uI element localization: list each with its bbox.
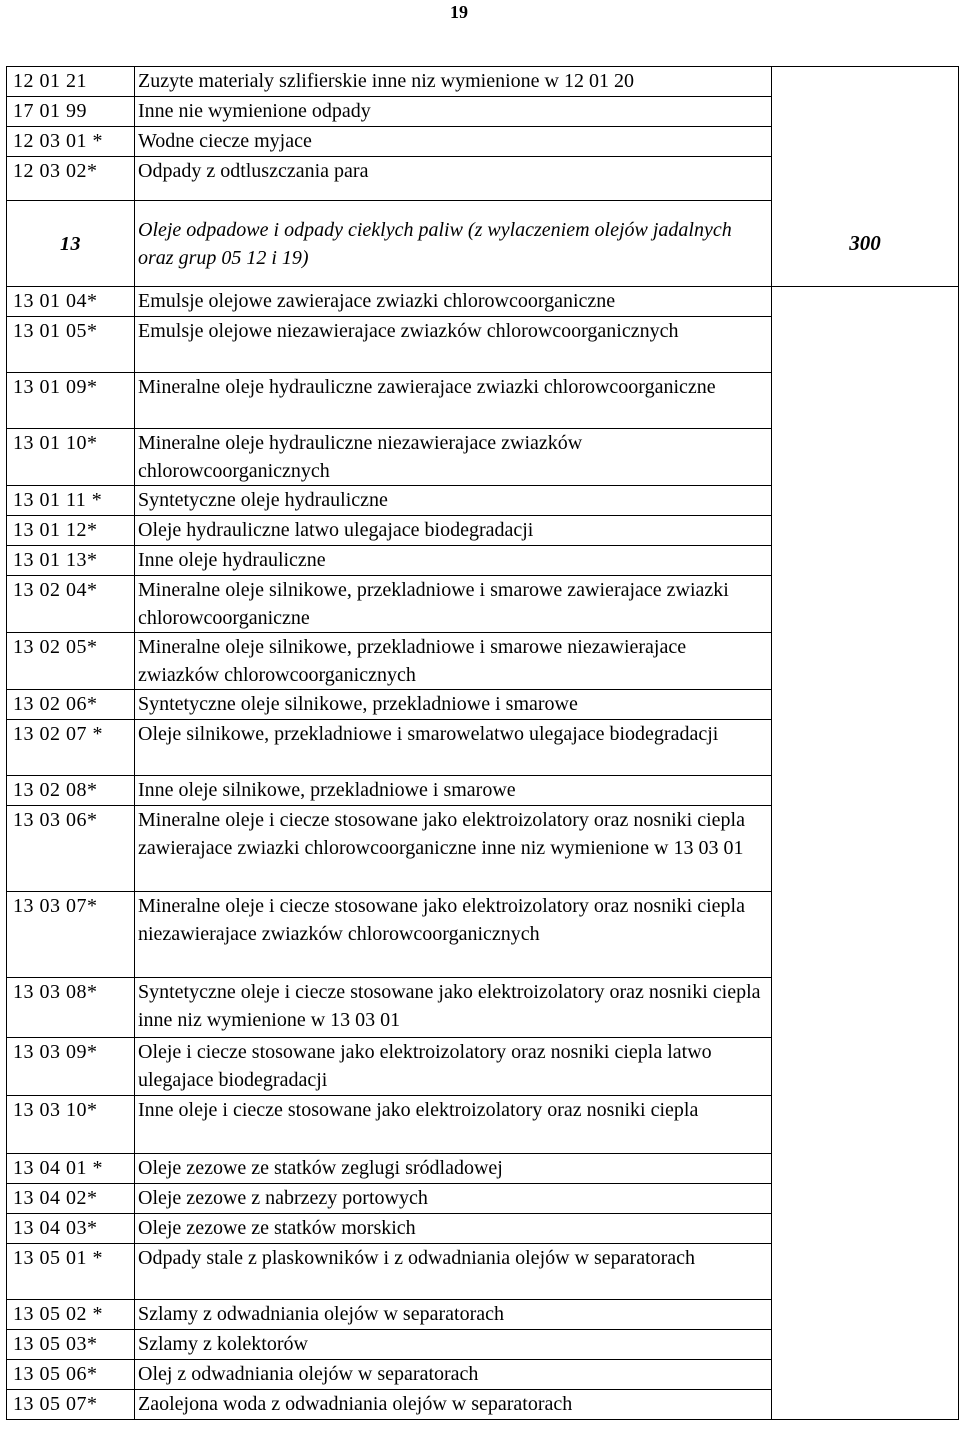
waste-description: Emulsje olejowe niezawierajace zwiazków chlorowcoorganicznych [135, 317, 772, 373]
waste-description: Inne nie wymienione odpady [135, 97, 772, 127]
amount-cell [772, 1244, 959, 1300]
waste-code: 13 02 04* [7, 576, 135, 633]
waste-description: Oleje zezowe ze statków zeglugi sródladowej [135, 1154, 772, 1184]
amount-cell [772, 892, 959, 978]
group-row [7, 201, 959, 287]
waste-description: Inne oleje silnikowe, przekladniowe i smarowe [135, 776, 772, 806]
table-row [7, 892, 959, 978]
table-row [7, 67, 959, 97]
table-row [7, 317, 959, 373]
table-row [7, 576, 959, 633]
waste-code: 13 03 09* [7, 1038, 135, 1096]
waste-code-table [6, 66, 959, 1420]
waste-description: Oleje hydrauliczne latwo ulegajace biodegradacji [135, 516, 772, 546]
amount-cell [772, 776, 959, 806]
amount-cell [772, 373, 959, 429]
amount-cell [772, 317, 959, 373]
table-row [7, 1154, 959, 1184]
waste-description: Oleje zezowe z nabrzezy portowych [135, 1184, 772, 1214]
amount-cell [772, 486, 959, 516]
waste-description: Syntetyczne oleje i ciecze stosowane jako elektroizolatory oraz nosniki ciepla inne niz wymienione w 13 03 01 [135, 978, 772, 1038]
waste-code: 13 04 03* [7, 1214, 135, 1244]
waste-code: 13 01 11 * [7, 486, 135, 516]
table-row [7, 1184, 959, 1214]
waste-description: Inne oleje i ciecze stosowane jako elektroizolatory oraz nosniki ciepla [135, 1096, 772, 1154]
waste-description: Mineralne oleje silnikowe, przekladniowe i smarowe niezawierajace zwiazków chlorowcoorganicznych [135, 633, 772, 690]
waste-code: 13 02 08* [7, 776, 135, 806]
amount-cell [772, 1330, 959, 1360]
amount-cell [772, 546, 959, 576]
table-row [7, 373, 959, 429]
amount-cell [772, 1184, 959, 1214]
table-row [7, 287, 959, 317]
amount-cell [772, 287, 959, 317]
waste-code: 13 03 08* [7, 978, 135, 1038]
waste-description: Mineralne oleje i ciecze stosowane jako elektroizolatory oraz nosniki ciepla niezawierajace zwiazków chlorowcoorganicznych [135, 892, 772, 978]
waste-code: 12 03 01 * [7, 127, 135, 157]
amount-cell [772, 576, 959, 633]
waste-description: Szlamy z kolektorów [135, 1330, 772, 1360]
table-row [7, 1330, 959, 1360]
waste-code: 17 01 99 [7, 97, 135, 127]
table-row [7, 1096, 959, 1154]
amount-cell [772, 720, 959, 776]
waste-code: 13 01 13* [7, 546, 135, 576]
table-row [7, 516, 959, 546]
table-row [7, 127, 959, 157]
waste-code: 13 04 02* [7, 1184, 135, 1214]
amount-cell [772, 978, 959, 1038]
table-row [7, 978, 959, 1038]
waste-code: 12 01 21 [7, 67, 135, 97]
table-row [7, 97, 959, 127]
table-row [7, 486, 959, 516]
table-row [7, 546, 959, 576]
waste-description: Zuzyte materialy szlifierskie inne niz wymienione w 12 01 20 [135, 67, 772, 97]
waste-code: 13 01 12* [7, 516, 135, 546]
waste-description: Zaolejona woda z odwadniania olejów w separatorach [135, 1390, 772, 1420]
group-code: 13 [7, 201, 135, 287]
group-amount: 300 [772, 201, 959, 287]
table-row [7, 157, 959, 201]
waste-description: Odpady z odtluszczania para [135, 157, 772, 201]
amount-cell [772, 429, 959, 486]
amount-cell [772, 67, 959, 97]
waste-code: 13 05 03* [7, 1330, 135, 1360]
waste-code: 13 05 02 * [7, 1300, 135, 1330]
table-row [7, 1038, 959, 1096]
waste-description: Emulsje olejowe zawierajace zwiazki chlorowcoorganiczne [135, 287, 772, 317]
waste-description: Wodne ciecze myjace [135, 127, 772, 157]
waste-code: 13 01 10* [7, 429, 135, 486]
amount-cell [772, 127, 959, 157]
waste-code: 13 03 06* [7, 806, 135, 892]
table-row [7, 720, 959, 776]
amount-cell [772, 1390, 959, 1420]
waste-code: 13 03 10* [7, 1096, 135, 1154]
table-row [7, 1244, 959, 1300]
amount-cell [772, 97, 959, 127]
waste-description: Odpady stale z plaskowników i z odwadniania olejów w separatorach [135, 1244, 772, 1300]
table-row [7, 633, 959, 690]
amount-cell [772, 1214, 959, 1244]
table-row [7, 776, 959, 806]
table-row [7, 806, 959, 892]
waste-description: Syntetyczne oleje silnikowe, przekladniowe i smarowe [135, 690, 772, 720]
waste-code: 13 02 05* [7, 633, 135, 690]
table-row [7, 690, 959, 720]
waste-code: 13 01 04* [7, 287, 135, 317]
table-row [7, 1214, 959, 1244]
waste-code: 13 02 07 * [7, 720, 135, 776]
waste-description: Oleje silnikowe, przekladniowe i smarowelatwo ulegajace biodegradacji [135, 720, 772, 776]
table-row [7, 1300, 959, 1330]
waste-description: Syntetyczne oleje hydrauliczne [135, 486, 772, 516]
amount-cell [772, 1096, 959, 1154]
amount-cell [772, 1300, 959, 1330]
amount-cell [772, 690, 959, 720]
waste-code: 13 03 07* [7, 892, 135, 978]
amount-cell [772, 1038, 959, 1096]
waste-description: Oleje i ciecze stosowane jako elektroizolatory oraz nosniki ciepla latwo ulegajace biodegradacji [135, 1038, 772, 1096]
waste-code: 13 02 06* [7, 690, 135, 720]
waste-code: 13 05 06* [7, 1360, 135, 1390]
waste-description: Inne oleje hydrauliczne [135, 546, 772, 576]
waste-description: Szlamy z odwadniania olejów w separatorach [135, 1300, 772, 1330]
waste-code: 13 05 07* [7, 1390, 135, 1420]
waste-description: Mineralne oleje hydrauliczne niezawierajace zwiazków chlorowcoorganicznych [135, 429, 772, 486]
page-number: 19 [450, 2, 468, 22]
amount-cell [772, 806, 959, 892]
amount-cell [772, 633, 959, 690]
amount-cell [772, 157, 959, 201]
amount-cell [772, 1154, 959, 1184]
group-description: Oleje odpadowe i odpady cieklych paliw (z wylaczeniem olejów jadalnych oraz grup 05 12 i 19) [135, 201, 772, 287]
amount-cell [772, 516, 959, 546]
waste-code: 13 04 01 * [7, 1154, 135, 1184]
waste-description: Olej z odwadniania olejów w separatorach [135, 1360, 772, 1390]
waste-code: 13 05 01 * [7, 1244, 135, 1300]
waste-code: 12 03 02* [7, 157, 135, 201]
waste-description: Mineralne oleje silnikowe, przekladniowe i smarowe zawierajace zwiazki chlorowcoorganiczne [135, 576, 772, 633]
waste-code: 13 01 09* [7, 373, 135, 429]
table-row [7, 1390, 959, 1420]
waste-description: Mineralne oleje hydrauliczne zawierajace zwiazki chlorowcoorganiczne [135, 373, 772, 429]
amount-cell [772, 1360, 959, 1390]
waste-code: 13 01 05* [7, 317, 135, 373]
table-row [7, 1360, 959, 1390]
table-row [7, 429, 959, 486]
waste-description: Mineralne oleje i ciecze stosowane jako elektroizolatory oraz nosniki ciepla zawierajace zwiazki chlorowcoorganiczne inne niz wymienione w 13 03 01 [135, 806, 772, 892]
waste-description: Oleje zezowe ze statków morskich [135, 1214, 772, 1244]
